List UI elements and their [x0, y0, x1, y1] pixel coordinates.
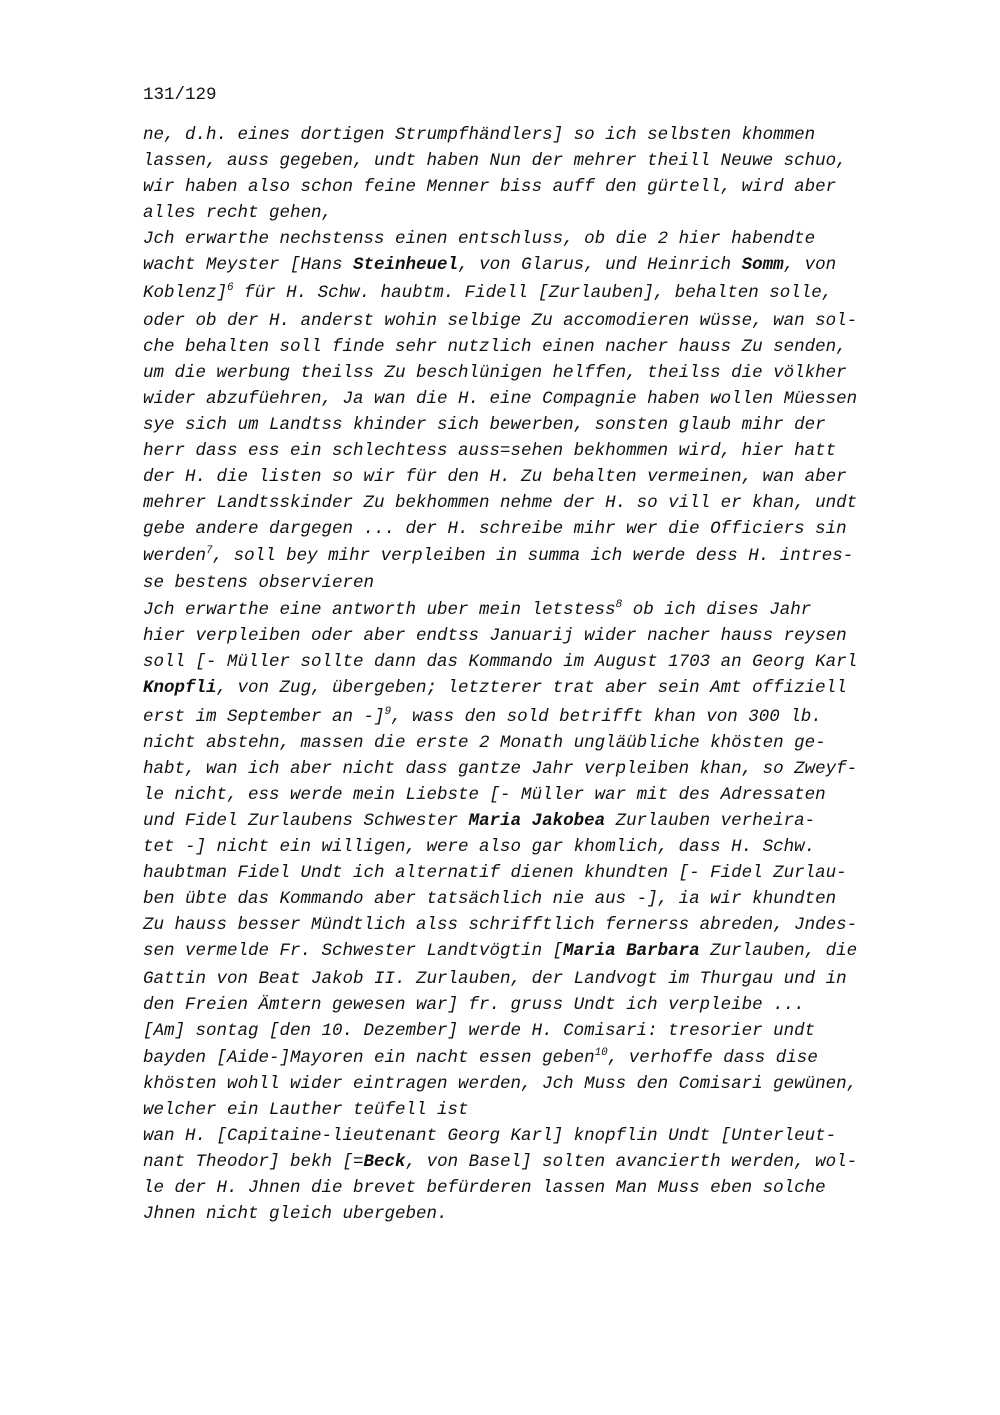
text-segment: [Am] sontag [den 10. Dezember] werde H. Comisari: tresorier undt	[143, 1021, 816, 1041]
text-segment: khösten wohll wider eintragen werden, Jch Muss den Comisari gewünen,	[143, 1074, 858, 1094]
text-segment: le nicht, ess werde mein Liebste [- Müller war mit des Adressaten	[143, 785, 826, 805]
text-segment: bayden [Aide-]Mayoren ein nacht essen geben	[143, 1048, 595, 1068]
text-line	[143, 572, 374, 594]
text-segment: Zurlauben verheira-	[605, 811, 816, 831]
footnote-ref: 8	[615, 599, 623, 611]
text-segment: nant Theodor] bekh [=	[143, 1152, 364, 1172]
text-line	[143, 176, 836, 198]
text-segment: werden	[143, 546, 207, 566]
text-line	[143, 388, 857, 410]
bold-name: Maria Jakobea	[468, 811, 606, 831]
text-segment: che behalten soll finde sehr nutzlich einen nacher hauss Zu senden,	[143, 337, 847, 357]
text-line	[143, 1151, 857, 1173]
text-line	[143, 310, 857, 332]
text-line	[143, 1099, 469, 1121]
text-line	[143, 836, 815, 858]
text-segment: haubtman Fidel Undt ich alternatif dienen khundten [- Fidel Zurlau-	[143, 863, 847, 883]
text-segment: , wass den sold betrifft khan von 300 lb.	[391, 707, 822, 727]
text-line	[143, 1177, 826, 1199]
text-line	[143, 810, 815, 832]
text-line	[143, 677, 847, 699]
text-segment: herr dass ess ein schlechtess auss=sehen bekhommen wird, hier hatt	[143, 441, 837, 461]
text-line	[143, 888, 836, 910]
text-segment: erst im September an -]	[143, 707, 385, 727]
footnote-ref: 6	[227, 282, 234, 294]
text-segment: und Fidel Zurlaubens Schwester	[143, 811, 469, 831]
text-segment: Jch erwarthe eine antworth uber mein letstess	[143, 600, 616, 620]
text-segment: Jch erwarthe nechstenss einen entschluss, ob die 2 hier habendte	[143, 229, 816, 249]
text-line	[143, 651, 857, 673]
text-segment: tet -] nicht ein willigen, were also gar khomlich, dass H. Schw.	[143, 837, 816, 857]
text-line	[143, 862, 847, 884]
text-line	[143, 254, 836, 276]
text-segment: se bestens observieren	[143, 573, 375, 593]
text-line	[143, 1125, 836, 1147]
text-segment: alles recht gehen,	[143, 203, 333, 223]
text-segment: ob ich dises Jahr	[622, 600, 812, 620]
text-segment: gebe andere dargegen ... der H. schreibe mihr wer die Officiers sin	[143, 519, 847, 539]
text-line	[143, 940, 857, 962]
bold-name: Somm	[741, 255, 784, 275]
text-segment: , von Glarus, und Heinrich	[458, 255, 742, 275]
text-segment: Gattin von Beat Jakob II. Zurlauben, der Landvogt im Thurgau und in	[143, 969, 847, 989]
text-segment: sye sich um Landtss khinder sich bewerben, sonsten glaub mihr der	[143, 415, 826, 435]
text-line	[143, 784, 826, 806]
text-line	[143, 706, 822, 728]
text-line	[143, 625, 847, 647]
text-segment: um die werbung theilss Zu beschlünigen helffen, theilss die völkher	[143, 363, 847, 383]
text-segment: le der H. Jhnen die brevet befürderen lassen Man Muss eben solche	[143, 1178, 826, 1198]
page-number: 131/129	[143, 85, 217, 105]
text-segment: hier verpleiben oder aber endtss Januarij wider nacher hauss reysen	[143, 626, 847, 646]
text-segment: oder ob der H. anderst wohin selbige Zu accomodieren wüsse, wan sol-	[143, 311, 858, 331]
text-segment: den Freien Ämtern gewesen war] fr. gruss Undt ich verpleibe ...	[143, 995, 805, 1015]
text-line	[143, 202, 332, 224]
text-segment: sen vermelde Fr. Schwester Landtvögtin [	[143, 941, 564, 961]
text-line	[143, 228, 815, 250]
text-line	[143, 336, 847, 358]
text-line	[143, 282, 832, 304]
footnote-ref: 7	[206, 545, 213, 557]
text-segment: , von	[783, 255, 837, 275]
text-line	[143, 440, 836, 462]
text-segment: , soll bey mihr verpleiben in summa ich werde dess H. intres-	[212, 546, 854, 566]
text-line	[143, 150, 847, 172]
text-line	[143, 518, 847, 540]
text-line	[143, 1073, 857, 1095]
text-segment: Zu hauss besser Mündtlich alss schrifftlich fernerss abreden, Jndes-	[143, 915, 858, 935]
text-line	[143, 968, 847, 990]
text-segment: , verhoffe dass dise	[607, 1048, 818, 1068]
text-segment: wir haben also schon feine Menner biss auff den gürtell, wird aber	[143, 177, 837, 197]
text-segment: nicht abstehn, massen die erste 2 Monath ungläübliche khösten ge-	[143, 733, 826, 753]
text-line	[143, 599, 811, 621]
text-segment: habt, wan ich aber nicht dass gantze Jahr verpleiben khan, so Zweyf-	[143, 759, 858, 779]
text-line	[143, 414, 826, 436]
text-line	[143, 1047, 818, 1069]
text-segment: für H. Schw. haubtm. Fidell [Zurlauben], behalten solle,	[233, 283, 833, 303]
text-segment: wider abzufüehren, Ja wan die H. eine Compagnie haben wollen Müessen	[143, 389, 858, 409]
footnote-ref: 10	[594, 1047, 608, 1059]
text-segment: wan H. [Capitaine-lieutenant Georg Karl] knopflin Undt [Unterleut-	[143, 1126, 837, 1146]
text-line	[143, 492, 857, 514]
text-segment: mehrer Landtsskinder Zu bekhommen nehme der H. so vill er khan, undt	[143, 493, 858, 513]
text-segment: ben übte das Kommando aber tatsächlich nie aus -], ia wir khundten	[143, 889, 837, 909]
text-line	[143, 124, 815, 146]
text-segment: lassen, auss gegeben, undt haben Nun der mehrer theill Neuwe schuo,	[143, 151, 847, 171]
bold-name: Knopfli	[143, 678, 217, 698]
bold-name: Steinheuel	[353, 255, 459, 275]
text-segment: Zurlauben, die	[699, 941, 858, 961]
text-line	[143, 545, 853, 567]
text-segment: wacht Meyster [Hans	[143, 255, 354, 275]
text-line	[143, 362, 847, 384]
bold-name: Beck	[363, 1152, 406, 1172]
text-segment: ne, d.h. eines dortigen Strumpfhändlers] so ich selbsten khommen	[143, 125, 816, 145]
text-line	[143, 732, 826, 754]
text-segment: Jhnen nicht gleich ubergeben.	[143, 1204, 448, 1224]
text-segment: , von Basel] solten avancierth werden, wol-	[405, 1152, 858, 1172]
footnote-ref: 9	[384, 706, 392, 718]
bold-name: Maria Barbara	[563, 941, 700, 961]
text-segment: Koblenz]	[143, 283, 228, 303]
text-segment: der H. die listen so wir für den H. Zu behalten vermeinen, wan aber	[143, 467, 847, 487]
text-line	[143, 1020, 815, 1042]
text-segment: welcher ein Lauther teüfell ist	[143, 1100, 469, 1120]
text-segment: soll [- Müller sollte dann das Kommando im August 1703 an Georg Karl	[143, 652, 858, 672]
text-line	[143, 1203, 448, 1225]
text-line	[143, 994, 805, 1016]
text-line	[143, 466, 847, 488]
text-segment: , von Zug, übergeben; letzterer trat aber sein Amt offiziell	[216, 678, 847, 698]
text-line	[143, 914, 857, 936]
text-line	[143, 758, 857, 780]
